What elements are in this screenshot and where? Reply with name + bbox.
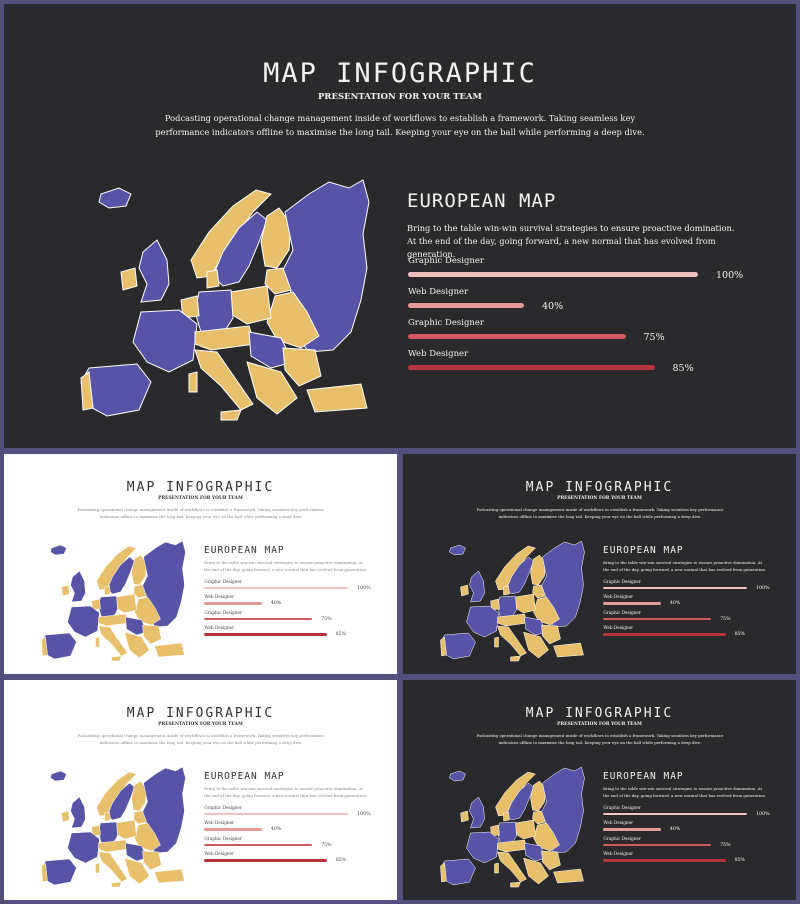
country-shape — [450, 545, 466, 555]
country-shape — [96, 863, 100, 873]
bar-label: Graphic Designer — [204, 804, 242, 810]
slide-title: MAP INFOGRAPHIC — [525, 706, 674, 721]
country-shape — [504, 586, 510, 595]
bar-percent: 85% — [672, 363, 694, 374]
thumbnail-dark-1[interactable] — [403, 454, 796, 674]
bar-percent: 100% — [756, 811, 770, 817]
country-shape — [68, 606, 100, 637]
country-shape — [99, 188, 131, 208]
country-shape — [62, 585, 70, 596]
bar-label: Web Designer — [408, 287, 469, 297]
country-shape — [221, 410, 241, 420]
section-title: EUROPEAN MAP — [603, 771, 684, 782]
progress-bar — [204, 633, 326, 635]
bar-label: Graphic Designer — [204, 835, 242, 841]
country-shape — [112, 656, 122, 661]
thumbnail-light-1[interactable] — [4, 454, 397, 674]
country-shape — [542, 625, 561, 644]
country-shape — [542, 851, 561, 870]
bar-percent: 75% — [720, 616, 731, 622]
europe-map-icon — [433, 763, 588, 888]
bar-label: Web Designer — [204, 594, 235, 600]
progress-bar — [204, 602, 262, 604]
country-shape — [143, 851, 162, 870]
country-shape — [105, 586, 111, 595]
bar-percent: 75% — [643, 332, 665, 343]
country-shape — [51, 545, 67, 555]
country-shape — [504, 812, 510, 821]
country-shape — [495, 863, 499, 873]
country-shape — [461, 811, 469, 822]
country-shape — [207, 270, 219, 288]
slide-subtitle: PRESENTATION FOR YOUR TEAM — [158, 496, 243, 501]
section-description: Bring to the table win-win survival strategies to ensure proactive domination. At the end of the day, going forward, a new normal that has evolved from generation. — [204, 786, 368, 798]
progress-bar — [603, 844, 711, 846]
slide-intro: Podcasting operational change management inside of workflows to establish a framework. Taking seamless key performance indicators offline to maximise the long tail. Keeping your eye on the ball while performing a deep dive. — [77, 733, 325, 745]
bar-label: Web Designer — [603, 851, 634, 857]
progress-bar — [204, 587, 348, 589]
bar-percent: 40% — [669, 827, 681, 833]
country-shape — [498, 852, 527, 882]
country-shape — [155, 643, 185, 657]
country-shape — [139, 240, 169, 302]
country-shape — [554, 869, 584, 883]
europe-map-icon — [66, 172, 376, 422]
europe-map-icon — [433, 537, 588, 662]
country-shape — [105, 812, 111, 821]
progress-bar — [204, 828, 262, 830]
bar-percent: 100% — [756, 585, 770, 591]
bar-percent: 100% — [357, 811, 371, 817]
country-shape — [96, 637, 100, 647]
europe-map-icon — [34, 537, 189, 662]
slide-subtitle: PRESENTATION FOR YOUR TEAM — [158, 722, 243, 727]
bar-percent: 75% — [720, 842, 731, 848]
bar-label: Graphic Designer — [603, 835, 641, 841]
progress-bar — [603, 618, 711, 620]
progress-bar — [603, 813, 747, 815]
bar-percent: 100% — [357, 585, 371, 591]
progress-bar — [603, 828, 661, 830]
section-title: EUROPEAN MAP — [204, 545, 285, 556]
country-shape — [470, 571, 485, 602]
country-shape — [467, 606, 499, 637]
progress-bar — [408, 303, 524, 308]
section-title: EUROPEAN MAP — [204, 771, 285, 782]
section-description: Bring to the table win-win survival strategies to ensure proactive domination. At the end of the day, going forward, a new normal that has evolved from generation. — [603, 560, 767, 572]
country-shape — [133, 310, 197, 372]
country-shape — [121, 268, 137, 290]
country-shape — [99, 852, 128, 882]
progress-bar — [204, 813, 348, 815]
country-shape — [511, 656, 521, 661]
country-shape — [495, 637, 499, 647]
country-shape — [231, 286, 271, 324]
progress-bar — [204, 844, 312, 846]
progress-bar — [204, 859, 326, 861]
bar-label: Graphic Designer — [603, 609, 641, 615]
country-shape — [71, 797, 86, 828]
section-title: EUROPEAN MAP — [407, 190, 557, 212]
slide-subtitle: PRESENTATION FOR YOUR TEAM — [318, 92, 482, 102]
thumbnail-light-2[interactable] — [4, 680, 397, 900]
bar-label: Web Designer — [603, 820, 634, 826]
section-description: Bring to the table win-win survival strategies to ensure proactive domination. At the end of the day, going forward, a new normal that has evolved from generation. — [603, 786, 767, 798]
section-description: Bring to the table win-win survival strategies to ensure proactive domination. At the end of the day, going forward, a new normal that has evolved from generation. — [407, 223, 735, 259]
country-shape — [283, 348, 321, 386]
country-shape — [68, 832, 100, 863]
country-shape — [498, 596, 517, 618]
country-shape — [450, 771, 466, 781]
bar-percent: 40% — [669, 601, 681, 607]
country-shape — [195, 290, 233, 334]
progress-bar — [408, 272, 698, 277]
country-shape — [117, 594, 137, 613]
country-shape — [117, 820, 137, 839]
progress-bar — [408, 334, 626, 339]
country-shape — [195, 350, 253, 410]
country-shape — [62, 811, 70, 822]
main-slide[interactable] — [4, 4, 796, 448]
bar-percent: 85% — [335, 858, 347, 864]
slide-intro: Podcasting operational change management inside of workflows to establish a framework. Taking seamless key performance indicators offline to maximise the long tail. Keeping your eye on the ball while performing a deep dive. — [476, 733, 724, 745]
country-shape — [516, 820, 536, 839]
bar-label: Graphic Designer — [204, 578, 242, 584]
progress-bar — [408, 365, 655, 370]
slide-subtitle: PRESENTATION FOR YOUR TEAM — [557, 722, 642, 727]
bar-percent: 100% — [716, 270, 744, 281]
bar-percent: 75% — [321, 616, 332, 622]
slide-intro: Podcasting operational change management inside of workflows to establish a framework. Taking seamless key performance indicators offline to maximise the long tail. Keeping your eye on the ball while performing a deep dive. — [476, 507, 724, 519]
country-shape — [498, 822, 517, 844]
bar-label: Graphic Designer — [408, 318, 484, 328]
country-shape — [516, 594, 536, 613]
thumbnail-dark-2[interactable] — [403, 680, 796, 900]
slide-intro: Podcasting operational change management inside of workflows to establish a framework. Taking seamless key performance indicators offline to maximise the long tail. Keeping your eye on the ball while performing a deep dive. — [155, 113, 645, 137]
country-shape — [307, 384, 367, 412]
progress-bar — [603, 633, 725, 635]
bar-percent: 85% — [734, 858, 746, 864]
bar-percent: 85% — [335, 632, 347, 638]
country-shape — [143, 625, 162, 644]
europe-map-icon — [34, 763, 189, 888]
slide-intro: Podcasting operational change management inside of workflows to establish a framework. Taking seamless key performance indicators offline to maximise the long tail. Keeping your eye on the ball while performing a deep dive. — [77, 507, 325, 519]
progress-bar — [603, 602, 661, 604]
country-shape — [467, 832, 499, 863]
country-shape — [498, 626, 527, 656]
country-shape — [99, 596, 118, 618]
section-description: Bring to the table win-win survival strategies to ensure proactive domination. At the end of the day, going forward, a new normal that has evolved from generation. — [204, 560, 368, 572]
bar-label: Web Designer — [603, 625, 634, 631]
bar-percent: 40% — [542, 301, 564, 312]
bar-label: Graphic Designer — [603, 804, 641, 810]
bar-label: Graphic Designer — [603, 578, 641, 584]
bar-percent: 40% — [270, 827, 282, 833]
country-shape — [189, 372, 197, 392]
country-shape — [99, 626, 128, 656]
bar-label: Web Designer — [204, 625, 235, 631]
bar-label: Web Designer — [204, 851, 235, 857]
country-shape — [155, 869, 185, 883]
country-shape — [51, 771, 67, 781]
bar-label: Web Designer — [603, 594, 634, 600]
slide-title: MAP INFOGRAPHIC — [525, 480, 674, 495]
slide-title: MAP INFOGRAPHIC — [126, 480, 275, 495]
progress-bar — [204, 618, 312, 620]
country-shape — [112, 882, 122, 887]
country-shape — [461, 585, 469, 596]
progress-bar — [603, 859, 725, 861]
country-shape — [71, 571, 86, 602]
progress-bar — [603, 587, 747, 589]
country-shape — [470, 797, 485, 828]
bar-label: Web Designer — [204, 820, 235, 826]
section-title: EUROPEAN MAP — [603, 545, 684, 556]
country-shape — [99, 822, 118, 844]
country-shape — [554, 643, 584, 657]
country-shape — [511, 882, 521, 887]
bar-percent: 85% — [734, 632, 746, 638]
slide-subtitle: PRESENTATION FOR YOUR TEAM — [557, 496, 642, 501]
bar-label: Graphic Designer — [204, 609, 242, 615]
bar-label: Web Designer — [408, 349, 469, 359]
slide-title: MAP INFOGRAPHIC — [126, 706, 275, 721]
slide-title: MAP INFOGRAPHIC — [263, 58, 537, 89]
bar-percent: 40% — [270, 601, 282, 607]
bar-label: Graphic Designer — [408, 256, 484, 266]
bar-percent: 75% — [321, 842, 332, 848]
